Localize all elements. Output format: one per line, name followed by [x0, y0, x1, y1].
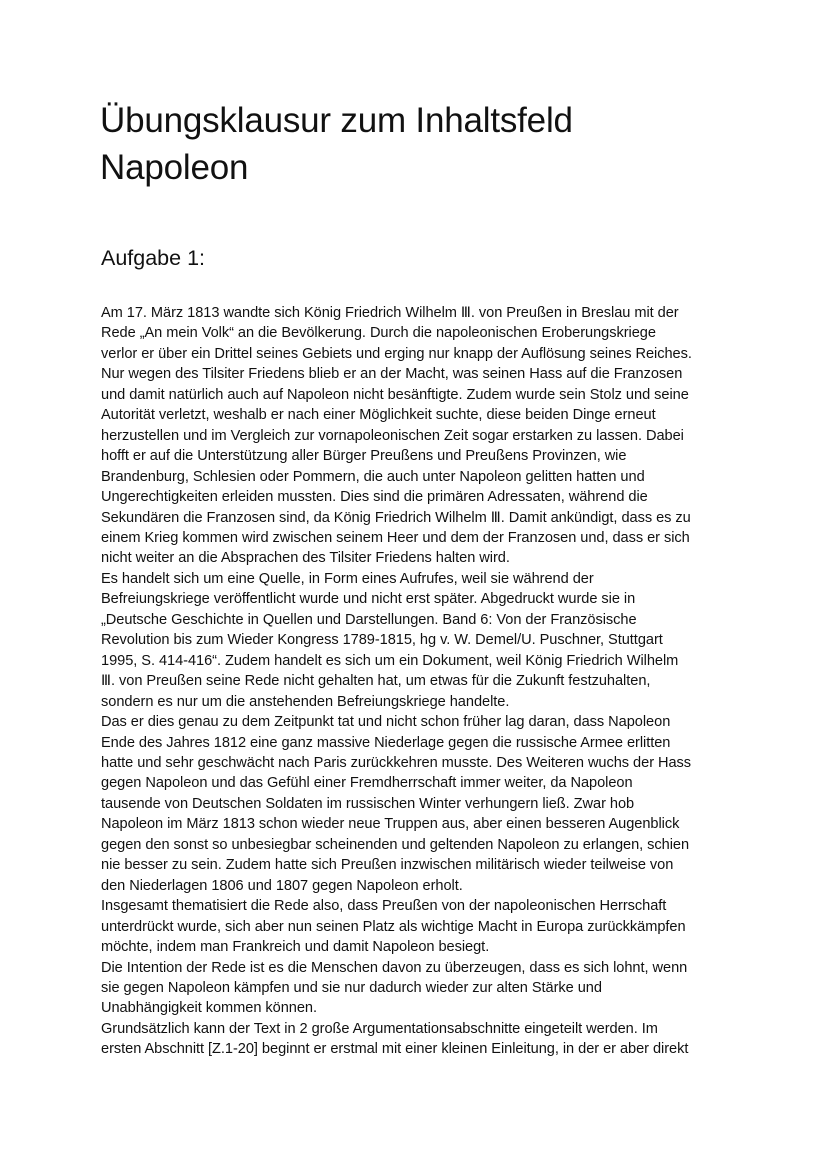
document-title: [100, 97, 573, 191]
text-line: einem Krieg kommen wird zwischen seinem Heer und dem der Franzosen und, dass er sich: [101, 529, 690, 546]
text-line: unterdrückt wurde, sich aber nun seinen Platz als wichtige Macht in Europa zurückkämpfen: [101, 918, 686, 935]
section-heading: Aufgabe 1:: [101, 246, 206, 270]
text-line: sie gegen Napoleon kämpfen und sie nur dadurch wieder zur alten Stärke und: [101, 979, 602, 996]
text-line: Ungerechtigkeiten erleiden mussten. Dies sind die primären Adressaten, während die: [101, 489, 648, 506]
text-line: tausende von Deutschen Soldaten im russischen Winter verhungern ließ. Zwar hob: [101, 795, 635, 812]
text-line: Grundsätzlich kann der Text in 2 große Argumentationsabschnitte eingeteilt werden. Im: [101, 1020, 658, 1037]
text-line: Brandenburg, Schlesien oder Pommern, die auch unter Napoleon gelitten hatten und: [101, 468, 645, 485]
text-line: Am 17. März 1813 wandte sich König Friedrich Wilhelm Ⅲ. von Preußen in Breslau mit der: [101, 305, 679, 321]
text-line: gegen Napoleon und das Gefühl einer Fremdherrschaft immer weiter, da Napoleon: [101, 775, 633, 792]
text-line: Napoleon im März 1813 schon wieder neue Truppen aus, aber einen besseren Augenblick: [101, 816, 680, 833]
text-line: Nur wegen des Tilsiter Friedens blieb er an der Macht, was seinen Hass auf die Franzosen: [101, 366, 683, 383]
text-line: Revolution bis zum Wieder Kongress 1789-1815, hg v. W. Demel/U. Puschner, Stuttgart: [101, 632, 663, 649]
text-line: und damit natürlich auch auf Napoleon nicht besänftigte. Zudem wurde sein Stolz und seine: [101, 386, 689, 403]
text-line: Befreiungskriege veröffentlicht wurde und nicht erst später. Abgedruckt wurde sie in: [101, 591, 636, 608]
text-line: Es handelt sich um eine Quelle, in Form eines Aufrufes, weil sie während der: [101, 570, 594, 587]
text-line: „Deutsche Geschichte in Quellen und Darstellungen. Band 6: Von der Französische: [101, 611, 637, 628]
text-line: Die Intention der Rede ist es die Menschen davon zu überzeugen, dass es sich lohnt, wenn: [101, 959, 688, 976]
text-line: Insgesamt thematisiert die Rede also, dass Preußen von der napoleonischen Herrschaft: [101, 898, 667, 915]
text-line: herzustellen und im Vergleich zur vornapoleonischen Zeit sogar erstarken zu lassen. Dabei: [101, 427, 684, 444]
text-line: Sekundären die Franzosen sind, da König Friedrich Wilhelm Ⅲ. Damit ankündigt, dass es zu: [101, 509, 691, 526]
text-line: möchte, indem man Frankreich und damit Napoleon besiegt.: [101, 939, 490, 956]
text-line: nie besser zu sein. Zudem hatte sich Preußen inzwischen militärisch wieder teilweise von: [101, 857, 674, 874]
document-title-line: Napoleon: [100, 148, 249, 187]
text-line: den Niederlagen 1806 und 1807 gegen Napoleon erholt.: [101, 877, 463, 894]
text-line: sondern es nur um die anstehenden Befreiungskriege handelte.: [101, 693, 510, 710]
text-line: Das er dies genau zu dem Zeitpunkt tat und nicht schon früher lag daran, dass Napoleon: [101, 714, 671, 731]
document-title-line: Übungsklausur zum Inhaltsfeld: [100, 101, 573, 140]
text-line: verlor er über ein Drittel seines Gebiets und erging nur knapp der Auflösung seines Reiches.: [101, 345, 692, 362]
text-line: ersten Abschnitt [Z.1-20] beginnt er erstmal mit einer kleinen Einleitung, in der er aber direkt: [101, 1041, 689, 1058]
text-line: Rede „An mein Volk“ an die Bevölkerung. Durch die napoleonischen Eroberungskriege: [101, 325, 656, 342]
body-text: [101, 303, 741, 1060]
text-line: 1995, S. 414-416“. Zudem handelt es sich um ein Dokument, weil König Friedrich Wilhelm: [101, 652, 679, 669]
text-line: Unabhängigkeit kommen können.: [101, 1000, 317, 1017]
text-line: hofft er auf die Unterstützung aller Bürger Preußens und Preußens Provinzen, wie: [101, 448, 627, 465]
text-line: Ⅲ. von Preußen seine Rede nicht gehalten hat, um etwas für die Zukunft festzuhalten,: [101, 673, 651, 690]
text-line: hatte und sehr geschwächt nach Paris zurückkehren musste. Des Weiteren wuchs der Hass: [101, 754, 692, 771]
text-line: nicht weiter an die Absprachen des Tilsiter Friedens halten wird.: [101, 550, 510, 567]
text-line: Ende des Jahres 1812 eine ganz massive Niederlage gegen die russische Armee erlitten: [101, 734, 671, 751]
text-line: Autorität verletzt, weshalb er nach einer Möglichkeit suchte, diese beiden Dinge erneut: [101, 407, 656, 424]
text-line: gegen den sonst so unbesiegbar scheinenden und geltenden Napoleon zu erlangen, schien: [101, 836, 690, 853]
